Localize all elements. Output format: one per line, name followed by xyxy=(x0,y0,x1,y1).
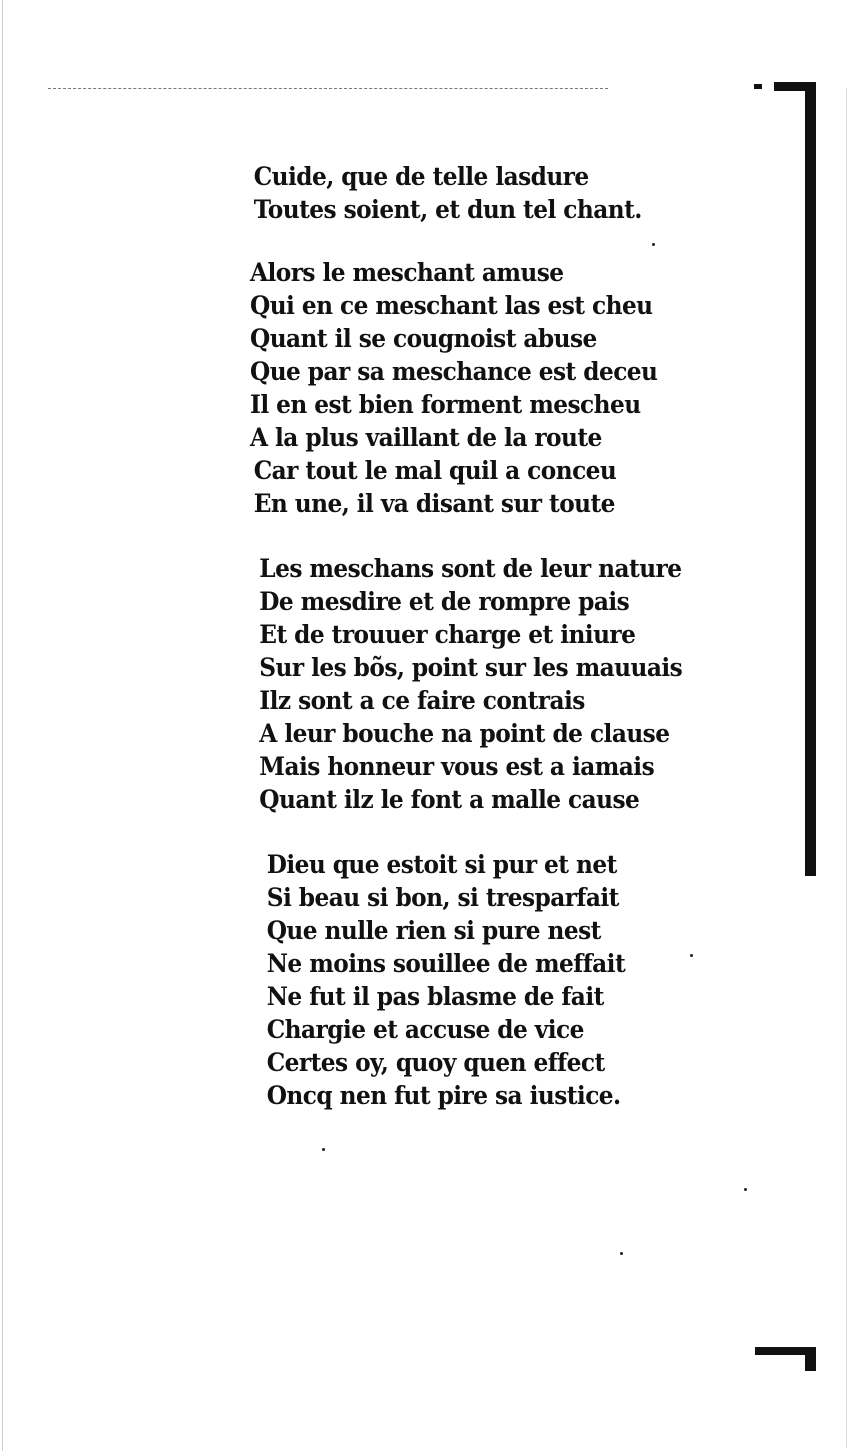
verse-line: Toutes soient, et dun tel chant. xyxy=(253,195,642,224)
stanza-2 xyxy=(250,256,720,520)
margin-mark xyxy=(754,84,762,89)
stanza-4 xyxy=(250,848,720,1112)
page-edge-right xyxy=(846,88,847,1448)
verse-line: Dieu que estoit si pur et net xyxy=(266,850,617,879)
verse-line: Que nulle rien si pure nest xyxy=(266,916,601,945)
verse-line: De mesdire et de rompre pais xyxy=(259,587,630,616)
top-rule-line xyxy=(48,88,608,89)
verse-line: En une, il va disant sur toute xyxy=(253,489,615,518)
verse-line: Que par sa meschance est deceu xyxy=(250,357,658,386)
verse-line: Ne fut il pas blasme de fait xyxy=(266,982,604,1011)
crop-bracket-top-vertical xyxy=(805,82,816,876)
verse-line: Mais honneur vous est a iamais xyxy=(259,752,655,781)
verse-line: Cuide, que de telle lasdure xyxy=(253,162,589,191)
verse-line: Quant ilz le font a malle cause xyxy=(259,785,640,814)
verse-line: Et de trouuer charge et iniure xyxy=(259,620,636,649)
crop-bracket-bottom-vertical xyxy=(805,1347,816,1371)
page-edge-left xyxy=(2,0,3,1451)
verse-line: Oncq nen fut pire sa iustice. xyxy=(266,1081,621,1110)
poem-text xyxy=(250,160,720,1112)
verse-line: A la plus vaillant de la route xyxy=(250,423,602,452)
verse-line: Les meschans sont de leur nature xyxy=(259,554,682,583)
ink-speck xyxy=(744,1188,747,1191)
verse-line: Chargie et accuse de vice xyxy=(266,1015,584,1044)
verse-line: Si beau si bon, si tresparfait xyxy=(266,883,619,912)
ink-speck xyxy=(620,1252,623,1255)
stanza-1 xyxy=(250,160,720,226)
verse-line: A leur bouche na point de clause xyxy=(259,719,670,748)
ink-speck xyxy=(322,1148,325,1151)
stanza-3 xyxy=(250,552,720,816)
verse-line: Sur les bõs, point sur les mauuais xyxy=(259,653,683,682)
verse-line: Qui en ce meschant las est cheu xyxy=(250,291,653,320)
verse-line: Ne moins souillee de meffait xyxy=(266,949,626,978)
verse-line: Quant il se cougnoist abuse xyxy=(250,324,597,353)
verse-line: Car tout le mal quil a conceu xyxy=(253,456,617,485)
verse-line: Il en est bien forment mescheu xyxy=(250,390,641,419)
verse-line: Alors le meschant amuse xyxy=(250,258,564,287)
verse-line: Ilz sont a ce faire contrais xyxy=(259,686,585,715)
verse-line: Certes oy, quoy quen effect xyxy=(266,1048,605,1077)
